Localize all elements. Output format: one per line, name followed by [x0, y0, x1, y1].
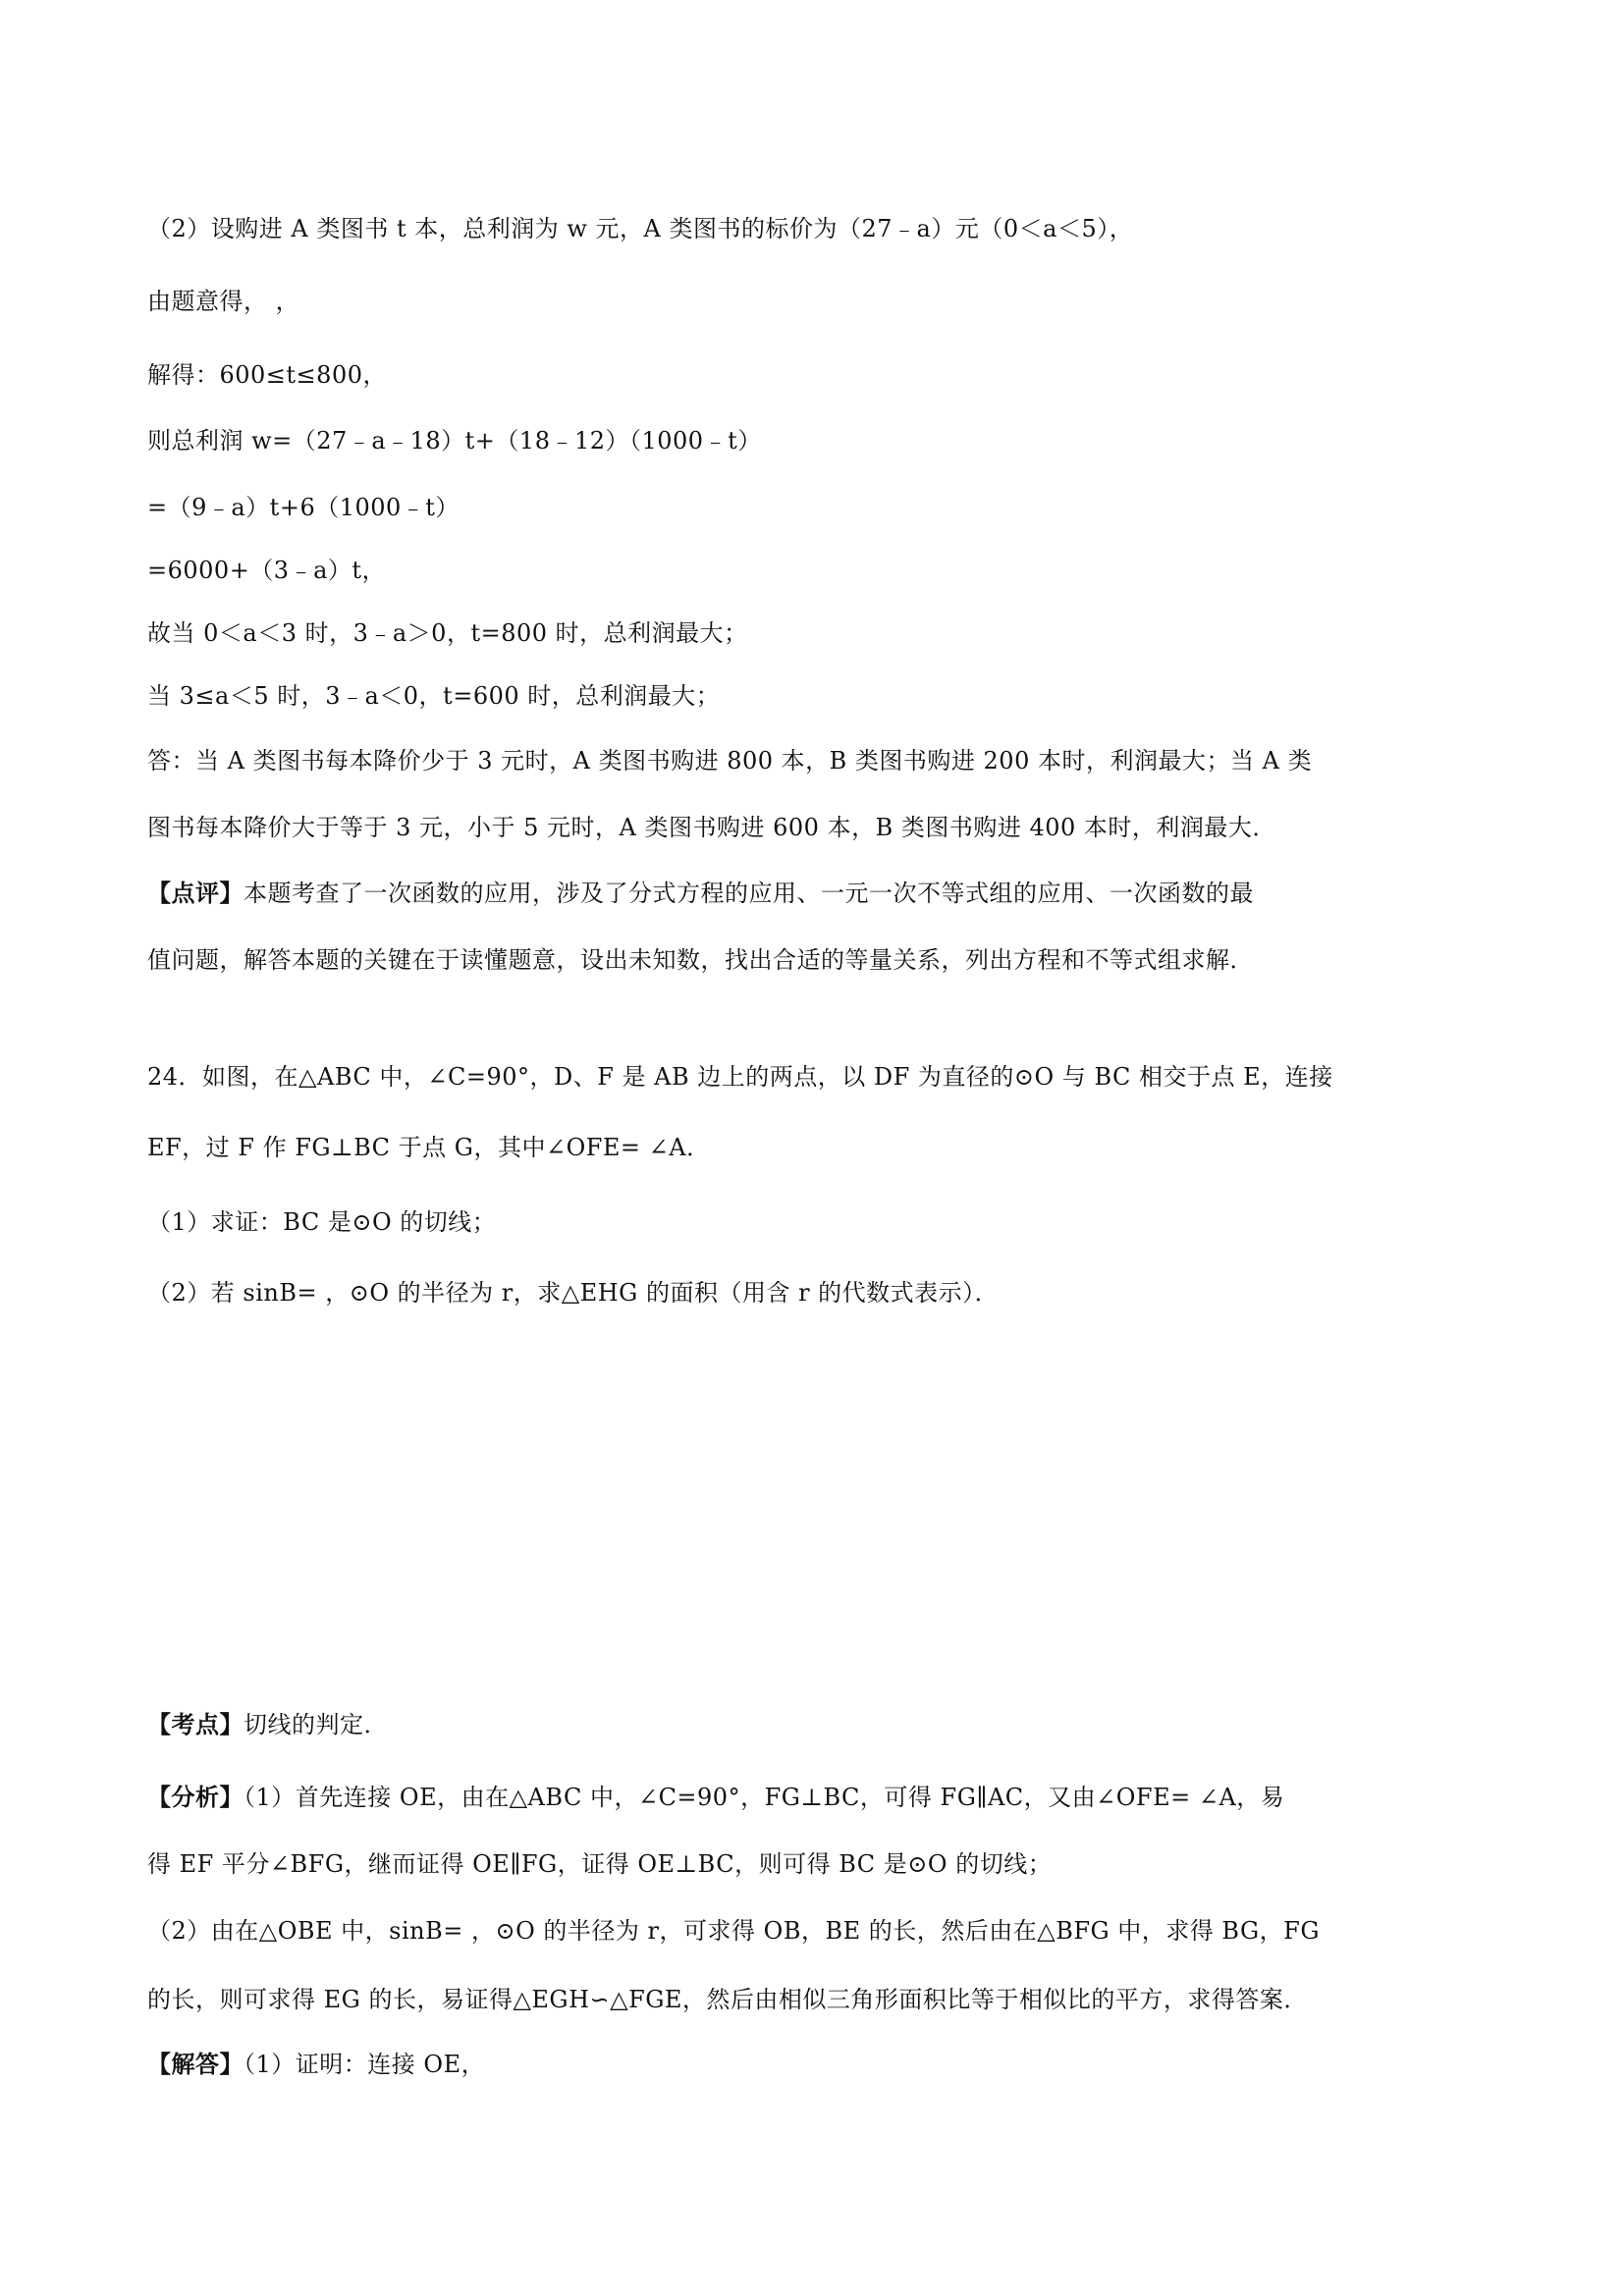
part2-line-5: =（9﹣a）t+6（1000﹣t）	[147, 494, 460, 521]
part2-line-4: 则总利润 w=（27﹣a﹣18）t+（18﹣12）（1000﹣t）	[147, 427, 762, 454]
q24-sub-2: （2）若 sinB= ，⊙O 的半径为 r，求△EHG 的面积（用含 r 的代数式表示）．	[147, 1279, 1000, 1307]
review-tag: 【点评】	[147, 879, 244, 907]
kaodian-text: 切线的判定．	[244, 1711, 388, 1738]
part2-line-2: 由题意得， ，	[147, 288, 300, 315]
jieda-text: （1）证明：连接 OE，	[244, 2051, 486, 2078]
jieda-line	[147, 2048, 485, 2081]
review-line-2: 值问题，解答本题的关键在于读懂题意，设出未知数，找出合适的等量关系，列出方程和不等式组求解．	[147, 946, 1254, 974]
review-line-1	[147, 877, 1254, 910]
review-text-1: 本题考查了一次函数的应用，涉及了分式方程的应用、一元一次不等式组的应用、一次函数的最	[244, 880, 1254, 907]
q24-line-1: 24．如图，在△ABC 中，∠C=90°，D、F 是 AB 边上的两点，以 DF 为直径的⊙O 与 BC 相交于点 E，连接	[147, 1063, 1333, 1091]
fenxi-line-1	[147, 1781, 1284, 1814]
kaodian-line	[147, 1708, 388, 1741]
q24-sub-1: （1）求证：BC 是⊙O 的切线；	[147, 1208, 497, 1236]
part2-line-10: 图书每本降价大于等于 3 元，小于 5 元时，A 类图书购进 600 本，B 类图书购进 400 本时，利润最大．	[147, 814, 1276, 841]
part2-line-1: （2）设购进 A 类图书 t 本，总利润为 w 元，A 类图书的标价为（27﹣a）元（0＜a＜5），	[147, 215, 1134, 242]
fenxi-text-1: （1）首先连接 OE，由在△ABC 中，∠C=90°，FG⊥BC，可得 FG∥AC，又由∠OFE= ∠A，易	[244, 1784, 1285, 1811]
part2-line-3: 解得：600≤t≤800，	[147, 361, 387, 389]
fenxi-line-2: 得 EF 平分∠BFG，继而证得 OE∥FG，证得 OE⊥BC，则可得 BC 是⊙O 的切线；	[147, 1850, 1053, 1878]
fenxi-tag: 【分析】	[147, 1783, 244, 1811]
jieda-tag: 【解答】	[147, 2050, 244, 2078]
part2-line-9: 答：当 A 类图书每本降价少于 3 元时，A 类图书购进 800 本，B 类图书购进 200 本时，利润最大；当 A 类	[147, 747, 1313, 774]
q24-line-2: EF，过 F 作 FG⊥BC 于点 G，其中∠OFE= ∠A．	[147, 1134, 711, 1161]
part2-line-6: =6000+（3﹣a）t，	[147, 557, 387, 584]
part2-line-8: 当 3≤a＜5 时，3﹣a＜0，t=600 时，总利润最大；	[147, 682, 721, 710]
kaodian-tag: 【考点】	[147, 1710, 244, 1738]
part2-line-7: 故当 0＜a＜3 时，3﹣a＞0，t=800 时，总利润最大；	[147, 619, 748, 647]
fenxi-line-3: （2）由在△OBE 中，sinB= ，⊙O 的半径为 r，可求得 OB，BE 的长，然后由在△BFG 中，求得 BG，FG	[147, 1917, 1321, 1945]
fenxi-line-4: 的长，则可求得 EG 的长，易证得△EGH∽△FGE，然后由相似三角形面积比等于相似比的平方，求得答案．	[147, 1986, 1308, 2013]
